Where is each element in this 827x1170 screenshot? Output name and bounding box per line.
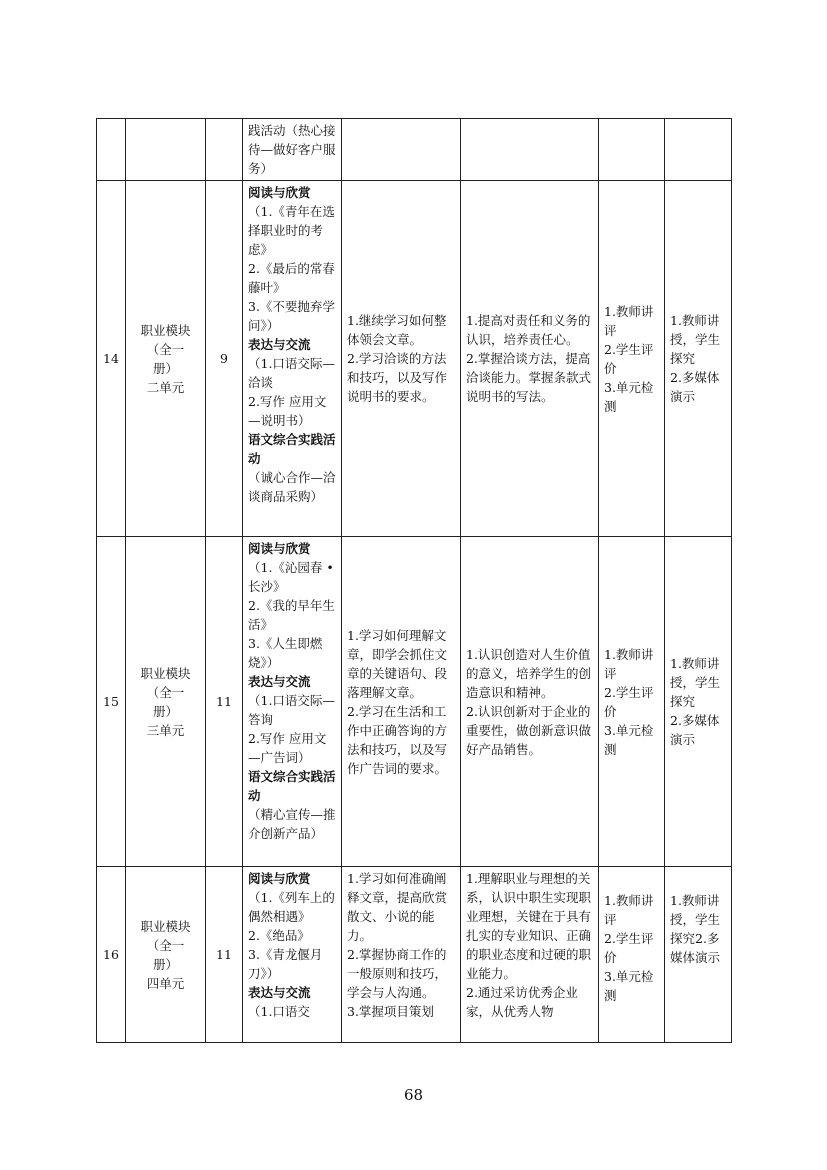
teaching-method-cell bbox=[665, 181, 732, 537]
content-cell bbox=[243, 181, 342, 537]
row-number-cell bbox=[97, 119, 126, 181]
assessment-cell bbox=[599, 119, 665, 181]
module-line: 四单元 bbox=[146, 975, 185, 991]
content-heading: 语文综合实践活动 bbox=[248, 432, 336, 466]
table-row bbox=[97, 181, 732, 537]
module-line: 职业模块 bbox=[140, 665, 191, 681]
assess-line: 2.学生评价 bbox=[604, 931, 654, 965]
content-text: （精心宣传—推介创新产品） bbox=[248, 807, 336, 841]
content-cell bbox=[243, 537, 342, 867]
module-line: 二单元 bbox=[146, 379, 185, 395]
content-text: （诚心合作—洽谈商品采购） bbox=[248, 470, 336, 504]
row-number: 14 bbox=[103, 351, 119, 366]
module-line: （全一 bbox=[146, 937, 185, 953]
row-number: 15 bbox=[103, 694, 119, 709]
content-text: （1.《青年在选择职业时的考虑》 bbox=[248, 204, 335, 257]
module-line: 册） bbox=[152, 360, 178, 376]
content-text: 2.《绝品》 bbox=[248, 928, 310, 943]
method-line: 2.多媒体演示 bbox=[670, 370, 720, 404]
module-cell bbox=[126, 537, 206, 867]
hours-cell bbox=[206, 867, 243, 1043]
content-text: （1.口语交际—答询 bbox=[248, 693, 335, 727]
row-number: 16 bbox=[103, 947, 119, 962]
knowledge-goal-cell bbox=[342, 867, 461, 1043]
knowledge-goal-cell bbox=[342, 537, 461, 867]
content-heading: 阅读与欣赏 bbox=[248, 871, 311, 886]
goal1-line: 1.学习如何理解文章，即学会抓住文章的关键语句、段落理解文章。 bbox=[347, 627, 448, 700]
curriculum-table bbox=[96, 118, 732, 1043]
content-text: 3.《青龙偃月刀》） bbox=[248, 947, 323, 981]
quality-goal-cell bbox=[461, 119, 599, 181]
method-line: 1.教师讲授，学生探究 bbox=[670, 313, 721, 366]
assess-line: 1.教师讲评 bbox=[604, 893, 654, 927]
teaching-method-cell bbox=[665, 119, 732, 181]
module-line: （全一 bbox=[146, 684, 185, 700]
content-text: 2.《最后的常春藤叶》 bbox=[248, 261, 335, 295]
goal2-line: 2.认识创新对于企业的重要性，做创新意识做好产品销售。 bbox=[466, 703, 592, 757]
assessment-cell bbox=[599, 867, 665, 1043]
table-row bbox=[97, 867, 732, 1043]
table-row bbox=[97, 119, 732, 181]
goal2-line: 2.掌握洽谈方法，提高洽谈能力。掌握条款式说明书的写法。 bbox=[466, 351, 592, 404]
quality-goal-cell bbox=[461, 537, 599, 867]
teaching-method-cell bbox=[665, 867, 732, 1043]
hours: 11 bbox=[216, 694, 232, 709]
module-line: 册） bbox=[152, 703, 178, 719]
hours-cell bbox=[206, 119, 243, 181]
assess-line: 3.单元检测 bbox=[604, 969, 654, 1003]
assess-line: 1.教师讲评 bbox=[604, 646, 654, 681]
knowledge-goal-cell bbox=[342, 119, 461, 181]
goal1-line: 2.学习在生活和工作中正确答询的方法和技巧，以及写作广告词的要求。 bbox=[347, 703, 448, 776]
content-heading: 阅读与欣赏 bbox=[248, 185, 311, 200]
goal2-line: 1.认识创造对人生价值的意义，培养学生的创造意识和精神。 bbox=[466, 646, 592, 700]
row-number-cell bbox=[97, 181, 126, 537]
hours-cell bbox=[206, 537, 243, 867]
module-cell bbox=[126, 119, 206, 181]
content-text: 践活动（热心接待—做好客户服务） bbox=[248, 123, 336, 176]
content-cell bbox=[243, 119, 342, 181]
content-text: （1.口语交际—洽谈 bbox=[248, 356, 335, 390]
module-line: 三单元 bbox=[146, 722, 185, 738]
hours-cell bbox=[206, 181, 243, 537]
module-cell bbox=[126, 181, 206, 537]
goal1-line: 3.掌握项目策划 bbox=[347, 1004, 434, 1019]
module-line: （全一 bbox=[146, 341, 185, 357]
content-heading: 表达与交流 bbox=[248, 674, 311, 689]
goal2-line: 1.理解职业与理想的关系，认识中职生实现职业理想，关键在于具有扎实的专业知识、正确的职业态度和过硬的职业能力。 bbox=[466, 871, 592, 981]
teaching-method-cell bbox=[665, 537, 732, 867]
content-heading: 阅读与欣赏 bbox=[248, 541, 311, 556]
goal1-line: 2.学习洽谈的方法和技巧，以及写作说明书的要求。 bbox=[347, 351, 448, 404]
content-cell bbox=[243, 867, 342, 1043]
hours: 9 bbox=[220, 351, 228, 366]
content-heading: 表达与交流 bbox=[248, 985, 311, 1000]
knowledge-goal-cell bbox=[342, 181, 461, 537]
quality-goal-cell bbox=[461, 867, 599, 1043]
hours: 11 bbox=[216, 947, 232, 962]
quality-goal-cell bbox=[461, 181, 599, 537]
content-text: （1.《沁园春 •长沙》 bbox=[248, 560, 334, 594]
content-text: 2.写作 应用文—广告词） bbox=[248, 731, 327, 765]
method-line: 2.多媒体演示 bbox=[670, 713, 720, 747]
goal2-line: 2.通过采访优秀企业家，从优秀人物 bbox=[466, 985, 578, 1019]
goal1-line: 1.学习如何准确阐释文章，提高欣赏散文、小说的能力。 bbox=[347, 871, 448, 943]
assess-line: 2.学生评价 bbox=[604, 684, 654, 719]
content-heading: 语文综合实践活动 bbox=[248, 769, 336, 803]
assessment-cell bbox=[599, 537, 665, 867]
assess-line: 3.单元检测 bbox=[604, 379, 654, 414]
content-text: 3.《不要抛弃学问》） bbox=[248, 299, 335, 333]
goal1-line: 2.掌握协商工作的一般原则和技巧，学会与人沟通。 bbox=[347, 947, 448, 1000]
module-line: 册） bbox=[152, 956, 178, 972]
module-line: 职业模块 bbox=[140, 918, 191, 934]
module-cell bbox=[126, 867, 206, 1043]
assess-line: 3.单元检测 bbox=[604, 722, 654, 757]
content-text: 2.写作 应用文—说明书） bbox=[248, 394, 327, 428]
module-line: 职业模块 bbox=[140, 322, 191, 338]
content-text: （1.《列车上的偶然相遇》 bbox=[248, 890, 335, 924]
assess-line: 1.教师讲评 bbox=[604, 303, 654, 338]
assessment-cell bbox=[599, 181, 665, 537]
goal1-line: 1.继续学习如何整体领会文章。 bbox=[347, 313, 447, 347]
row-number-cell bbox=[97, 867, 126, 1043]
content-text: （1.口语交 bbox=[248, 1004, 310, 1019]
table-row bbox=[97, 537, 732, 867]
page-number: 68 bbox=[403, 1086, 424, 1104]
content-text: 2.《我的早年生活》 bbox=[248, 598, 335, 632]
table-body bbox=[97, 119, 732, 1043]
method-line: 1.教师讲授，学生探究 bbox=[670, 656, 721, 709]
goal2-line: 1.提高对责任和义务的认识，培养责任心。 bbox=[466, 313, 591, 347]
assess-line: 2.学生评价 bbox=[604, 341, 654, 376]
content-heading: 表达与交流 bbox=[248, 337, 311, 352]
content-text: 3.《人生即燃烧》） bbox=[248, 636, 323, 670]
method-line: 1.教师讲授，学生探究2.多媒体演示 bbox=[670, 893, 721, 965]
row-number-cell bbox=[97, 537, 126, 867]
